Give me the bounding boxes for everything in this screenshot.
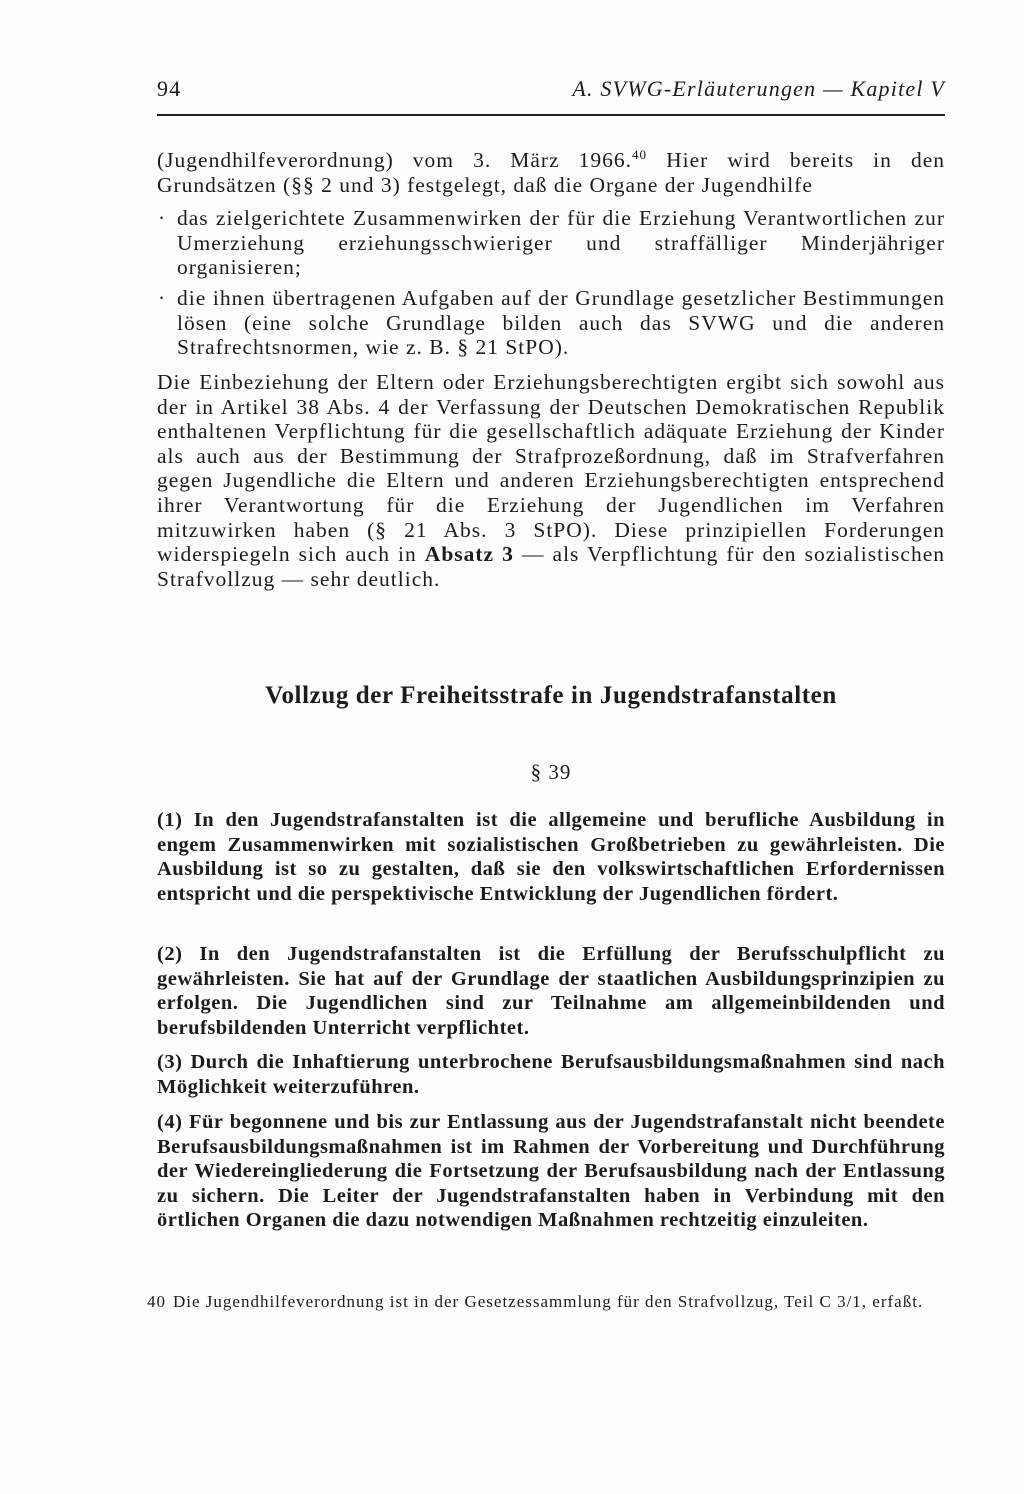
intro-text: (Jugendhilfeverordnung) vom 3. März 1966. [157, 148, 633, 172]
bullet-text: das zielgerichtete Zusammenwirken der für die Erziehung Verantwortlichen zur Umerziehung erziehungsschwieriger und straffälliger Minderjähriger organisieren; [177, 206, 945, 280]
bullet-text: die ihnen übertragenen Aufgaben auf der Grundlage gesetzlicher Bestimmungen lösen (eine solche Grundlage bilden auch das SVWG und die anderen Strafrechtsnormen, wie z. B. § 21 StPO). [177, 286, 945, 360]
commentary-paragraph [157, 370, 945, 591]
page-number: 94 [157, 76, 182, 101]
footnote-ref: 40 [632, 147, 648, 162]
commentary-text-after: — als Verpflichtung für den sozialistischen Strafvollzug — sehr deutlich. [157, 542, 946, 591]
bullet-marker: · [158, 286, 166, 310]
law-paragraph-1: (1) In den Jugendstrafanstalten ist die allgemeine und berufliche Ausbildung in engem Zusammenwirken mit sozialistischen Großbetrieben zu gewährleisten. Die Ausbildung ist so zu gestalten, daß sie den volkswirtschaftlichen Erfordernissen entspricht und die perspektivische Entwicklung der Jugendlichen fördert. [157, 809, 945, 905]
footnote-text: Die Jugendhilfeverordnung ist in der Gesetzessammlung für den Strafvollzug, Teil C 3/1, erfaßt. [173, 1292, 924, 1311]
commentary-text: Die Einbeziehung der Eltern oder Erziehungsberechtigten ergibt sich sowohl aus der in Artikel 38 Abs. 4 der Verfassung der Deutschen Demokratischen Republik enthaltenen Verpflichtung für die gesellschaftlich adäquate Erziehung der Kinder als auch aus der Bestimmung der Strafprozeßordnung, daß im Strafverfahren gegen Jugendliche die Eltern und anderen Erziehungsberechtigten entsprechend ihrer Verantwortung für die Erziehung der Jugendlichen im Verfahren mitzuwirken haben (§ 21 Abs. 3 StPO). Diese prinzipiellen Forderungen widerspiegeln sich auch in [157, 370, 945, 567]
paragraph-sign: § 39 [530, 760, 572, 784]
intro-text-after: Hier wird bereits in den Grundsätzen (§§ 2 und 3) festgelegt, daß die Organe der Jugendhilfe [157, 148, 946, 197]
intro-paragraph [157, 148, 945, 197]
footnote-number: 40 [147, 1292, 166, 1311]
section-heading: Vollzug der Freiheitsstrafe in Jugendstrafanstalten [265, 682, 837, 709]
header-rule [157, 114, 945, 116]
commentary-bold: Absatz 3 [424, 542, 514, 567]
running-title: A. SVWG-Erläuterungen — Kapitel V [572, 76, 945, 101]
law-paragraph-2: (2) In den Jugendstrafanstalten ist die Erfüllung der Berufsschulpflicht zu gewährleisten. Sie hat auf der Grundlage der staatlichen Ausbildungsprinzipien zu erfolgen. Die Jugendlichen sind zur Teilnahme am allgemeinbildenden und berufsbildenden Unterricht verpflichtet. [157, 943, 945, 1039]
page-header [157, 76, 945, 108]
bullet-marker: · [158, 206, 166, 230]
law-paragraph-3: (3) Durch die Inhaftierung unterbrochene Berufsausbildungsmaßnahmen sind nach Möglichkeit weiterzuführen. [157, 1051, 945, 1098]
law-paragraph-4: (4) Für begonnene und bis zur Entlassung aus der Jugendstrafanstalt nicht beendete Berufsausbildungsmaßnahmen ist im Rahmen der Vorbereitung und Durchführung der Wiedereingliederung die Fortsetzung der Berufsausbildung nach der Entlassung zu sichern. Die Leiter der Jugendstrafanstalten haben in Verbindung mit den örtlichen Organen die dazu notwendigen Maßnahmen rechtzeitig einzuleiten. [157, 1111, 945, 1232]
